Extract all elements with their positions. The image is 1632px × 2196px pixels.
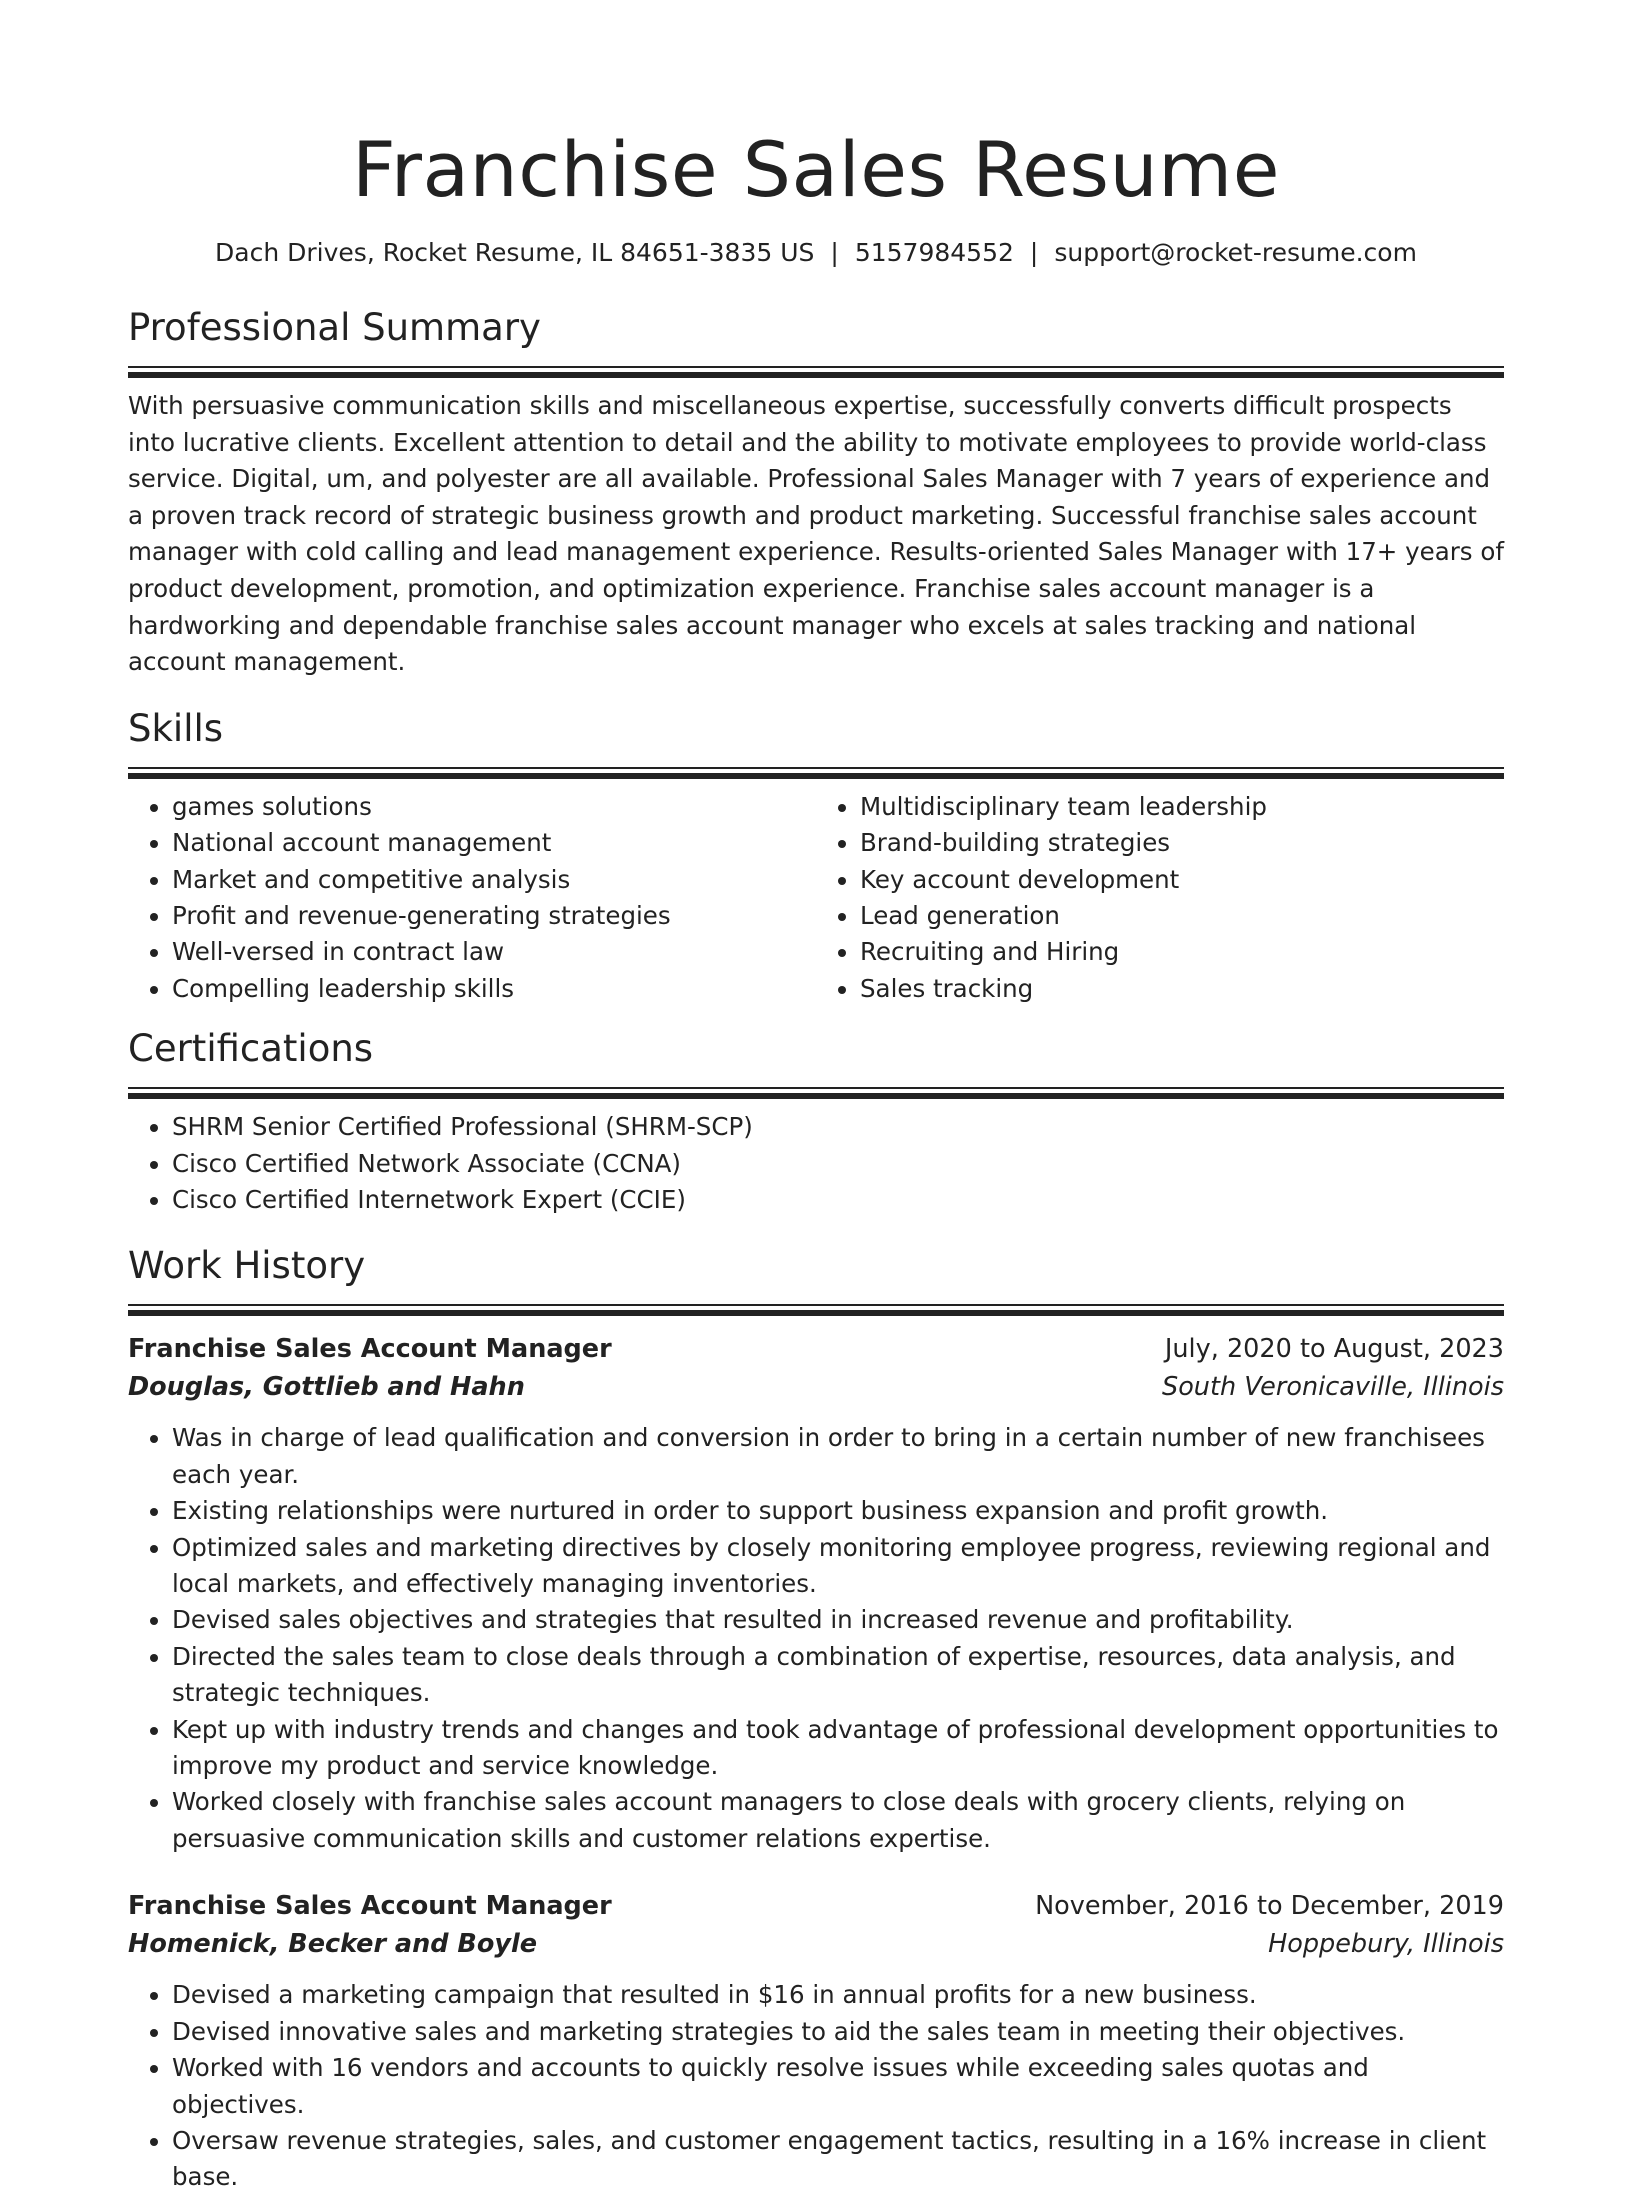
job-bullet: • Existing relationships were nurtured in order to support business expansion and profit growth. bbox=[172, 1493, 1504, 1529]
contact-line bbox=[128, 236, 1504, 270]
summary-text: With persuasive communication skills and miscellaneous expertise, successfully converts difficult prospects into lucrative clients. Excellent attention to detail and the ability to motivate employees to provide world-class service. Digital, um, and polyester are all available. Professional Sales Manager with 7 years of experience and a proven track record of strategic business growth and product marketing. Successful franchise sales account manager with cold calling and lead management experience. Results-oriented Sales Manager with 17+ years of product development, promotion, and optimization experience. Franchise sales account manager is a hardworking and dependable franchise sales account manager who excels at sales tracking and national account management. bbox=[128, 391, 1504, 677]
skill-item: • Multidisciplinary team leadership bbox=[860, 789, 1504, 825]
job-bullets bbox=[128, 1977, 1504, 2195]
resume-page bbox=[128, 0, 1504, 2196]
contact-address: Dach Drives, Rocket Resume, IL 84651-3835 US bbox=[215, 238, 815, 267]
job-bullets bbox=[128, 1420, 1504, 1857]
certification-item: • Cisco Certified Internetwork Expert (CCIE) bbox=[172, 1182, 1504, 1218]
job-location: Hoppebury, Illinois bbox=[1268, 1929, 1504, 1960]
job-dates: November, 2016 to December, 2019 bbox=[1035, 1891, 1504, 1922]
skill-item: • Sales tracking bbox=[860, 971, 1504, 1007]
skill-item: • Compelling leadership skills bbox=[172, 971, 816, 1007]
skill-item: • Market and competitive analysis bbox=[172, 862, 816, 898]
skill-item: • Brand-building strategies bbox=[860, 825, 1504, 861]
job-title: Franchise Sales Account Manager bbox=[128, 1334, 612, 1365]
job-company: Homenick, Becker and Boyle bbox=[128, 1929, 538, 1960]
certification-item: • Cisco Certified Network Associate (CCNA) bbox=[172, 1146, 1504, 1182]
job-bullet: • Devised sales objectives and strategies that resulted in increased revenue and profitability. bbox=[172, 1602, 1504, 1638]
section-divider bbox=[128, 1304, 1504, 1324]
skill-item: • National account management bbox=[172, 825, 816, 861]
job-bullet: • Devised a marketing campaign that resulted in $16 in annual profits for a new business. bbox=[172, 1977, 1504, 2013]
job-bullet: • Directed the sales team to close deals through a combination of expertise, resources, data analysis, and strategic techniques. bbox=[172, 1639, 1504, 1712]
section-heading-summary: Professional Summary bbox=[128, 306, 541, 349]
skills-section bbox=[128, 705, 1504, 1007]
job-entry bbox=[128, 1330, 1504, 1857]
contact-separator: | bbox=[830, 238, 839, 267]
contact-email: support@rocket-resume.com bbox=[1054, 238, 1417, 267]
section-divider bbox=[128, 767, 1504, 787]
job-location: South Veronicaville, Illinois bbox=[1162, 1372, 1504, 1403]
skill-item: • Well-versed in contract law bbox=[172, 934, 816, 970]
skill-item: • Recruiting and Hiring bbox=[860, 934, 1504, 970]
contact-phone: 5157984552 bbox=[854, 238, 1014, 267]
skills-list-left bbox=[128, 789, 816, 1007]
job-title: Franchise Sales Account Manager bbox=[128, 1891, 612, 1922]
job-bullet: • Optimized sales and marketing directives by closely monitoring employee progress, reviewing regional and local markets, and effectively managing inventories. bbox=[172, 1530, 1504, 1603]
section-divider bbox=[128, 366, 1504, 386]
job-dates: July, 2020 to August, 2023 bbox=[1164, 1334, 1504, 1365]
certification-item: • SHRM Senior Certified Professional (SHRM-SCP) bbox=[172, 1109, 1504, 1145]
resume-title: Franchise Sales Resume bbox=[352, 125, 1280, 214]
contact-separator: | bbox=[1029, 238, 1039, 267]
certifications-list bbox=[128, 1109, 1504, 1218]
section-heading-certifications: Certifications bbox=[128, 1027, 374, 1071]
job-bullet: • Oversaw revenue strategies, sales, and customer engagement tactics, resulting in a 16% increase in client base. bbox=[172, 2123, 1504, 2196]
section-heading-skills: Skills bbox=[128, 706, 224, 750]
work-history-section bbox=[128, 1242, 1504, 2195]
job-bullet: • Devised innovative sales and marketing strategies to aid the sales team in meeting their objectives. bbox=[172, 2014, 1504, 2050]
skills-list-right bbox=[816, 789, 1504, 1007]
job-bullet: • Kept up with industry trends and changes and took advantage of professional development opportunities to improve my product and service knowledge. bbox=[172, 1712, 1504, 1785]
section-heading-work-history: Work History bbox=[128, 1244, 366, 1288]
job-company: Douglas, Gottlieb and Hahn bbox=[128, 1372, 525, 1403]
skills-grid bbox=[128, 789, 1504, 1007]
job-bullet: • Worked closely with franchise sales account managers to close deals with grocery clients, relying on persuasive communication skills and customer relations expertise. bbox=[172, 1784, 1504, 1857]
summary-section bbox=[128, 304, 1504, 681]
job-entry bbox=[128, 1887, 1504, 2195]
skill-item: • Profit and revenue-generating strategies bbox=[172, 898, 816, 934]
section-divider bbox=[128, 1087, 1504, 1107]
job-bullet: • Worked with 16 vendors and accounts to quickly resolve issues while exceeding sales quotas and objectives. bbox=[172, 2050, 1504, 2123]
skill-item: • games solutions bbox=[172, 789, 816, 825]
skill-item: • Key account development bbox=[860, 862, 1504, 898]
certifications-section bbox=[128, 1025, 1504, 1218]
job-bullet: • Was in charge of lead qualification and conversion in order to bring in a certain number of new franchisees each year. bbox=[172, 1420, 1504, 1493]
skill-item: • Lead generation bbox=[860, 898, 1504, 934]
